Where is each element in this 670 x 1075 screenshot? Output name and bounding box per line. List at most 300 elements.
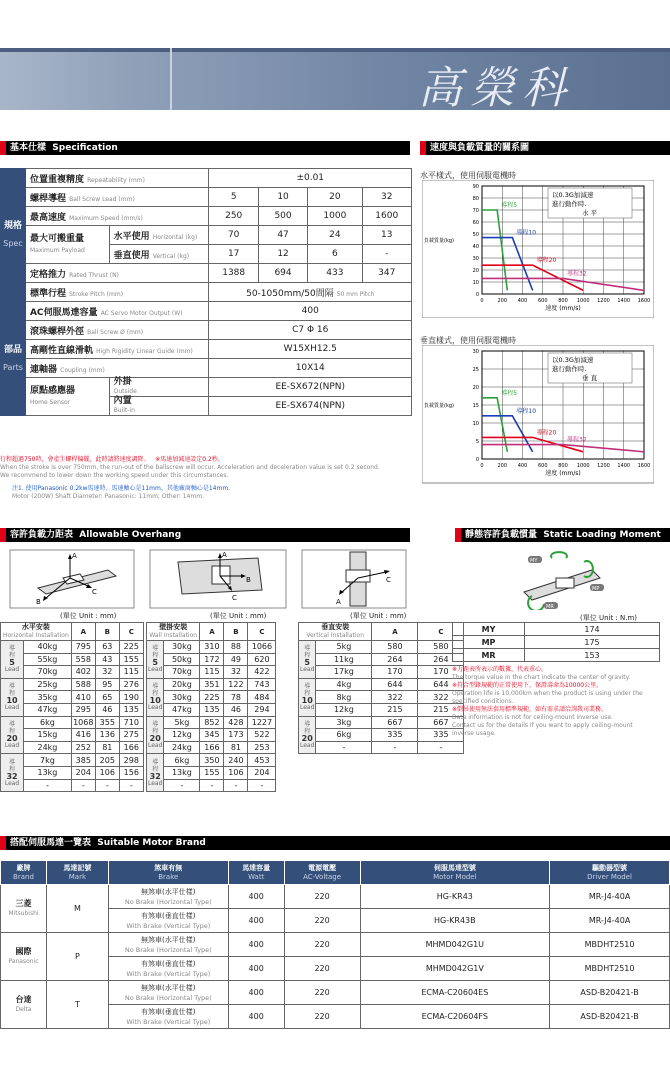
- y-tick-label: 10: [472, 421, 479, 427]
- cell: -: [24, 779, 72, 792]
- lead-cell: 導 程 5 Lead: [147, 641, 164, 679]
- chart-note: 進行動作時.: [552, 365, 587, 373]
- y-tick-label: 15: [472, 403, 479, 409]
- cell: 416: [71, 729, 95, 742]
- cell: 225: [200, 691, 224, 704]
- cell: MBDHT2510: [550, 957, 670, 981]
- cell: 400: [228, 957, 284, 981]
- cell: 115: [200, 666, 224, 679]
- cell: 115: [119, 666, 143, 679]
- brake-cell: 無煞車(水平仕樣) No Brake (Horizontal Type): [108, 981, 228, 1005]
- cell: 135: [119, 703, 143, 716]
- cell: 6kg: [316, 729, 372, 742]
- table-row: [1, 678, 144, 691]
- y-axis-label: 負載質量(kg): [424, 238, 454, 244]
- y-tick-label: 5: [475, 439, 479, 445]
- y-tick-label: 0: [475, 292, 479, 298]
- column-header: C: [119, 623, 143, 641]
- cell: 136: [95, 729, 119, 742]
- cell: 298: [119, 754, 143, 767]
- table-row: [147, 641, 276, 654]
- cell: 484: [248, 691, 276, 704]
- lead-cell: 導 程 5 Lead: [1, 641, 24, 679]
- cell: -: [224, 779, 248, 792]
- x-tick-label: 1000: [576, 298, 590, 304]
- cell: 30kg: [164, 641, 200, 654]
- cell: 205: [95, 754, 119, 767]
- cell: 20kg: [164, 678, 200, 691]
- x-tick-label: 1400: [617, 298, 631, 304]
- cell: -: [200, 779, 224, 792]
- y-tick-label: 30: [472, 256, 479, 262]
- table-row: [147, 653, 276, 666]
- cell: 70kg: [164, 666, 200, 679]
- cell: 11kg: [316, 653, 372, 666]
- cell: 166: [200, 741, 224, 754]
- lead-cell: 導 程 20 Lead: [1, 716, 24, 754]
- cell: 667: [418, 716, 464, 729]
- y-tick-label: 80: [472, 196, 479, 202]
- column-header: 驅動器型號 Driver Model: [550, 861, 670, 885]
- spec-notes: 行程超過750時，會產生螺桿偏擺，此時請將速度調降。 ※馬達加減速設定0.2秒。 When the stroke is over 750mm, the run-out of the ballscrew will occur. Acceleration and deceleration value is set 0.2 second. We recommend to lower down the working speed under this circumstances. 注1. 使用Panasonic 0.2kw馬達時、馬達軸心是11mm、其他廠商軸心是14mm. Motor (200W) Shaft Diameter: Panasonic: 11mm; Other: 14mm.: [0, 456, 380, 500]
- x-axis-label: 速度 (mm/s): [545, 470, 581, 477]
- y-tick-label: 60: [472, 220, 479, 226]
- table-row: [147, 666, 276, 679]
- install-type-header: 垂直安裝 Vertical Installation: [299, 623, 372, 641]
- cell: 710: [119, 716, 143, 729]
- x-tick-label: 800: [558, 463, 568, 469]
- cell: 345: [200, 729, 224, 742]
- cell: 43: [95, 653, 119, 666]
- cell: 155: [200, 766, 224, 779]
- cell: 30kg: [164, 691, 200, 704]
- cell: 580: [372, 641, 418, 654]
- unit-label: (單位 Unit : mm): [60, 612, 117, 620]
- cell: 350: [200, 754, 224, 767]
- cell: 106: [224, 766, 248, 779]
- note-line: ※力距表所表示的數據，代表重心。: [452, 666, 548, 673]
- y-tick-label: 70: [472, 208, 479, 214]
- chart-note: 以0.3G加減速: [552, 356, 594, 364]
- svg-text:A: A: [222, 551, 227, 559]
- cell: 275: [119, 729, 143, 742]
- cell: 385: [71, 754, 95, 767]
- column-header: 馬達容量 Watt: [228, 861, 284, 885]
- my-tag: MY: [530, 558, 538, 564]
- motor-header: 搭配伺服馬達一覽表 Suitable Motor Brand: [0, 836, 670, 850]
- table-row: [147, 678, 276, 691]
- table-row: [1, 981, 670, 1005]
- cell: MHMD042G1U: [360, 933, 550, 957]
- series-label: 導程10: [516, 229, 537, 237]
- cell: 453: [248, 754, 276, 767]
- cell: 5kg: [164, 716, 200, 729]
- cell: 1066: [248, 641, 276, 654]
- mr-tag: MR: [546, 604, 554, 610]
- cell: 49: [224, 653, 248, 666]
- note-line: ※倒吊使用無法套用標準規範，如有需求請洽詢我司業務。: [452, 706, 608, 713]
- install-type-header: 水平安裝 Horizontal Installation: [1, 623, 72, 641]
- brake-cell: 無煞車(水平仕樣) No Brake (Horizontal Type): [108, 933, 228, 957]
- install-type-header: 壁掛安裝 Wall Installation: [147, 623, 200, 641]
- overhang-table: [298, 622, 464, 754]
- static-unit-label: (單位 Unit : N.m): [580, 614, 638, 622]
- cell: 170: [418, 666, 464, 679]
- lead-cell: 導 程 32 Lead: [147, 754, 164, 792]
- column-header: C: [248, 623, 276, 641]
- brake-cell: 無煞車(水平仕樣) No Brake (Horizontal Type): [108, 885, 228, 909]
- series-label: 導程5: [501, 389, 518, 397]
- static-table: MY 174 MP 175 MR 153: [452, 622, 660, 662]
- y-tick-label: 20: [472, 268, 479, 274]
- y-tick-label: 20: [472, 385, 479, 391]
- chart-note: 水 平: [582, 209, 598, 217]
- cell: 46: [224, 703, 248, 716]
- cell: 225: [119, 641, 143, 654]
- table-row: [299, 691, 464, 704]
- cell: -: [372, 741, 418, 754]
- table-row: [299, 678, 464, 691]
- series-label: 導程10: [516, 407, 537, 415]
- overhang-table: [0, 622, 144, 792]
- lead-cell: 導 程 5 Lead: [299, 641, 316, 679]
- cell: 204: [71, 766, 95, 779]
- lead-cell: 導 程 10 Lead: [299, 678, 316, 716]
- cell: 264: [418, 653, 464, 666]
- series-label: 導程5: [501, 202, 518, 209]
- cell: 156: [119, 766, 143, 779]
- chart-note: 進行動作時.: [552, 200, 587, 208]
- cell: 190: [119, 691, 143, 704]
- cell: 6kg: [24, 716, 72, 729]
- spec-header: [0, 141, 410, 155]
- column-header: 伺服馬達型號 Motor Model: [360, 861, 550, 885]
- y-tick-label: 25: [472, 367, 479, 373]
- cell: 428: [224, 716, 248, 729]
- cell: 253: [248, 741, 276, 754]
- table-row: [299, 666, 464, 679]
- cell: 81: [95, 741, 119, 754]
- brake-cell: 有煞車(垂直仕樣) With Brake (Vertical Type): [108, 909, 228, 933]
- brake-cell: 有煞車(垂直仕樣) With Brake (Vertical Type): [108, 957, 228, 981]
- note-line: Data information is not for ceiling-mount inverse use.: [452, 714, 613, 721]
- lead-cell: 導 程 10 Lead: [1, 678, 24, 716]
- spec-label: 位置重複精度 Repeatability (mm): [25, 169, 209, 188]
- mark-cell: P: [46, 933, 108, 981]
- x-tick-label: 1400: [617, 463, 631, 469]
- cell: HG-KR43B: [360, 909, 550, 933]
- note-line: ※符合型錄規範的正常使用下，保證壽命為10000公里。: [452, 682, 603, 689]
- table-row: [299, 741, 464, 754]
- table-row: [1, 716, 144, 729]
- cell: 580: [418, 641, 464, 654]
- header-divider: [170, 48, 172, 110]
- cell: 3kg: [316, 716, 372, 729]
- cell: 5kg: [316, 641, 372, 654]
- series-label: 導程32: [567, 436, 587, 444]
- overhang-header: 容許負載力距表 Allowable Overhang: [0, 528, 410, 542]
- cell: 1068: [73, 717, 94, 727]
- wall-install-diagram: [148, 548, 288, 610]
- x-tick-label: 200: [497, 463, 508, 469]
- cell: -: [418, 741, 464, 754]
- table-row: [299, 716, 464, 729]
- x-tick-label: 400: [517, 463, 528, 469]
- mark-cell: M: [46, 885, 108, 933]
- cell: 13kg: [164, 766, 200, 779]
- cell: 402: [71, 666, 95, 679]
- column-header: B: [224, 623, 248, 641]
- cell: 400: [228, 933, 284, 957]
- brand-cell: 台達 Delta: [1, 981, 47, 1029]
- column-header: 電源電壓 AC-Voltage: [284, 861, 360, 885]
- x-tick-label: 1200: [597, 298, 610, 304]
- table-row: [299, 703, 464, 716]
- brake-cell: 有煞車(垂直仕樣) With Brake (Vertical Type): [108, 1005, 228, 1029]
- cell: 400: [228, 885, 284, 909]
- table-row: [147, 741, 276, 754]
- cell: MBDHT2510: [550, 933, 670, 957]
- cell: 400: [228, 909, 284, 933]
- cell: 220: [284, 885, 360, 909]
- x-tick-label: 400: [517, 298, 528, 304]
- cell: 215: [418, 703, 464, 716]
- cell: 220: [284, 957, 360, 981]
- cell: 400: [228, 1005, 284, 1029]
- cell: 25kg: [24, 678, 72, 691]
- note-line: Contact us for the details if you want to apply ceiling-mount: [452, 722, 633, 729]
- cell: ASD-B20421-B: [550, 1005, 670, 1029]
- unit-label: (單位 Unit : mm): [350, 612, 407, 620]
- cell: 8kg: [316, 691, 372, 704]
- cell: 65: [95, 691, 119, 704]
- x-tick-label: 1200: [597, 463, 610, 469]
- table-row: [1, 933, 670, 957]
- cell: 32: [224, 666, 248, 679]
- note-line: Operation life is 10,000km when the product is using under the: [452, 690, 643, 697]
- chart-note: 以0.3G加減速: [552, 191, 594, 199]
- cell: 47kg: [24, 703, 72, 716]
- table-row: [147, 779, 276, 792]
- cell: 322: [372, 691, 418, 704]
- cell: 24kg: [164, 741, 200, 754]
- x-tick-label: 0: [480, 298, 484, 304]
- speed-title: 速度與負載質量的關系圖: [430, 143, 530, 153]
- cell: 295: [71, 703, 95, 716]
- cell: 322: [418, 691, 464, 704]
- cell: 50kg: [164, 653, 200, 666]
- motor-table: [0, 860, 670, 1029]
- y-axis-label: 負載質量(kg): [424, 403, 454, 409]
- cell: 6kg: [164, 754, 200, 767]
- table-row: [299, 653, 464, 666]
- x-tick-label: 1600: [637, 463, 651, 469]
- series-label: 導程32: [567, 270, 587, 278]
- cell: 276: [119, 678, 143, 691]
- axis-a-label: A: [72, 552, 77, 560]
- cell: 335: [418, 729, 464, 742]
- cell: 620: [248, 653, 276, 666]
- cell: 351: [200, 678, 224, 691]
- spec-value: ±0.01: [209, 169, 412, 188]
- cell: 1227: [248, 716, 276, 729]
- cell: 55kg: [24, 653, 72, 666]
- cell: 12kg: [164, 729, 200, 742]
- cell: 644: [372, 678, 418, 691]
- cell: 400: [228, 981, 284, 1005]
- cell: 220: [284, 933, 360, 957]
- spec-side-label: 規格 Spec: [1, 169, 26, 302]
- column-header: B: [95, 623, 119, 641]
- cell: MHMD042G1V: [360, 957, 550, 981]
- y-tick-label: 30: [472, 349, 479, 355]
- cell: 12kg: [316, 703, 372, 716]
- cell: 24kg: [24, 741, 72, 754]
- svg-text:C: C: [232, 594, 237, 602]
- cell: ASD-B20421-B: [550, 981, 670, 1005]
- cell: -: [95, 779, 119, 792]
- svg-text:C: C: [386, 576, 391, 584]
- x-tick-label: 0: [480, 463, 484, 469]
- column-header: A: [71, 623, 95, 641]
- cell: 81: [224, 741, 248, 754]
- cell: 13kg: [24, 766, 72, 779]
- y-tick-label: 0: [475, 457, 479, 463]
- x-tick-label: 800: [558, 298, 568, 304]
- speed-header: [420, 141, 670, 155]
- y-tick-label: 10: [472, 280, 479, 286]
- table-row: [147, 691, 276, 704]
- cell: -: [248, 779, 276, 792]
- cell: 204: [248, 766, 276, 779]
- cell: 70kg: [24, 666, 72, 679]
- cell: 63: [95, 641, 119, 654]
- horizontal-install-diagram: [8, 548, 136, 610]
- note-line: specified conditions.: [452, 698, 514, 705]
- cell: 522: [248, 729, 276, 742]
- vertical-install-diagram: [300, 548, 408, 610]
- table-row: [147, 766, 276, 779]
- table-row: [1, 641, 144, 654]
- lead-cell: 導 程 32 Lead: [1, 754, 24, 792]
- series-label: 導程20: [536, 429, 557, 437]
- cell: 32: [95, 666, 119, 679]
- cell: 170: [372, 666, 418, 679]
- v-chart-title: 垂直樣式，使用伺服電機時: [420, 336, 516, 345]
- cell: 172: [200, 653, 224, 666]
- cell: 15kg: [24, 729, 72, 742]
- cell: 410: [71, 691, 95, 704]
- overhang-table: [146, 622, 276, 792]
- table-row: [147, 729, 276, 742]
- cell: 558: [71, 653, 95, 666]
- cell: 852: [200, 716, 224, 729]
- cell: MR-J4-40A: [550, 909, 670, 933]
- cell: 667: [372, 716, 418, 729]
- cell: 173: [224, 729, 248, 742]
- cell: 106: [95, 766, 119, 779]
- column-header: 煞車有無 Brake: [108, 861, 228, 885]
- cell: -: [164, 779, 200, 792]
- spec-title-en: Specification: [52, 143, 118, 153]
- table-row: [147, 754, 276, 767]
- static-header: 靜態容許負載慣量 Static Loading Moment: [455, 528, 670, 542]
- table-row: [299, 641, 464, 654]
- y-tick-label: 40: [472, 244, 479, 250]
- cell: 47kg: [164, 703, 200, 716]
- cell: 220: [284, 981, 360, 1005]
- table-row: [147, 716, 276, 729]
- brand-logo: 高榮科: [418, 63, 574, 114]
- cell: HG-KR43: [360, 885, 550, 909]
- cell: 35kg: [24, 691, 72, 704]
- static-notes: [452, 666, 667, 738]
- column-header: 馬達記號 Mark: [46, 861, 108, 885]
- mark-cell: T: [46, 981, 108, 1029]
- cell: 220: [284, 1005, 360, 1029]
- x-tick-label: 200: [497, 298, 508, 304]
- cell: 355: [95, 716, 119, 729]
- lead-cell: 導 程 10 Lead: [147, 678, 164, 716]
- cell: 4kg: [316, 678, 372, 691]
- y-tick-label: 90: [472, 184, 479, 190]
- horizontal-speed-chart: [422, 180, 654, 318]
- cell: 7kg: [24, 754, 72, 767]
- cell: 644: [418, 678, 464, 691]
- cell: 95: [95, 678, 119, 691]
- svg-text:A: A: [336, 598, 341, 606]
- svg-text:B: B: [246, 576, 251, 584]
- brand-cell: 國際 Panasonic: [1, 933, 47, 981]
- table-row: [299, 729, 464, 742]
- x-tick-label: 600: [537, 463, 548, 469]
- cell: MR-J4-40A: [550, 885, 670, 909]
- y-tick-label: 50: [472, 232, 479, 238]
- column-header: A: [200, 623, 224, 641]
- cell: 422: [248, 666, 276, 679]
- cell: -: [316, 741, 372, 754]
- cell: ECMA-C20604ES: [360, 981, 550, 1005]
- chart-note: 垂 直: [582, 374, 598, 382]
- cell: 335: [372, 729, 418, 742]
- x-axis-label: 速度 (mm/s): [545, 305, 581, 312]
- cell: 17kg: [316, 666, 372, 679]
- h-chart-title: 水平樣式，使用伺服電機時: [420, 171, 516, 180]
- cell: 88: [224, 641, 248, 654]
- cell: 166: [119, 741, 143, 754]
- mp-tag: MP: [592, 586, 600, 592]
- table-row: [1, 885, 670, 909]
- cell: 310: [200, 641, 224, 654]
- cell: 743: [248, 678, 276, 691]
- series-label: 導程20: [536, 257, 557, 265]
- x-tick-label: 600: [537, 298, 548, 304]
- static-moment-diagram: [512, 548, 612, 610]
- x-tick-label: 1000: [576, 463, 590, 469]
- vertical-speed-chart: [422, 345, 654, 485]
- axis-c-label: C: [92, 588, 97, 596]
- cell: 264: [372, 653, 418, 666]
- column-header: C: [418, 623, 464, 641]
- spec-title: 基本仕樣: [10, 143, 47, 153]
- parts-side-label: 部品 Parts: [1, 302, 26, 416]
- spec-table: 規格 Spec 位置重複精度 Repeatability (mm) ±0.01 螺桿導程 Ball Screw Lead (mm) 5 10 20 32 最高速度 Maximum Speed (mm/s) 250 500 1000 1600 最大可搬重量 Maximum Payload 水平使用 Horizontal (kg) 70 47 24 13 垂直使用 Vertical (kg) 17 12 6 - 定格推力 Rated Thrust (N) 1388 694 433 347 標準行程 Stroke Pitch (mm) 50-1050mm/50間隔 50 mm Pitch 部品 Parts AC伺服馬達容量 AC Servo Motor Output (W) 400 滾珠螺桿外徑 Ball Screw Ø (mm) C7 Φ 16 高剛性直線滑軌 High Rigidity Linear Guide (mm) W15XH12.5 連軸器 Coupling (mm) 10X14 原點感應器 Home Sensor 外掛 Outside EE-SX672(NPN) 內置 Built-in EE-SX674(NPN): [0, 168, 412, 416]
- cell: ECMA-C20604FS: [360, 1005, 550, 1029]
- note-line: The torque value in the chart indicate the center of gravity.: [452, 674, 631, 681]
- cell: 240: [224, 754, 248, 767]
- cell: 220: [284, 909, 360, 933]
- cell: 215: [372, 703, 418, 716]
